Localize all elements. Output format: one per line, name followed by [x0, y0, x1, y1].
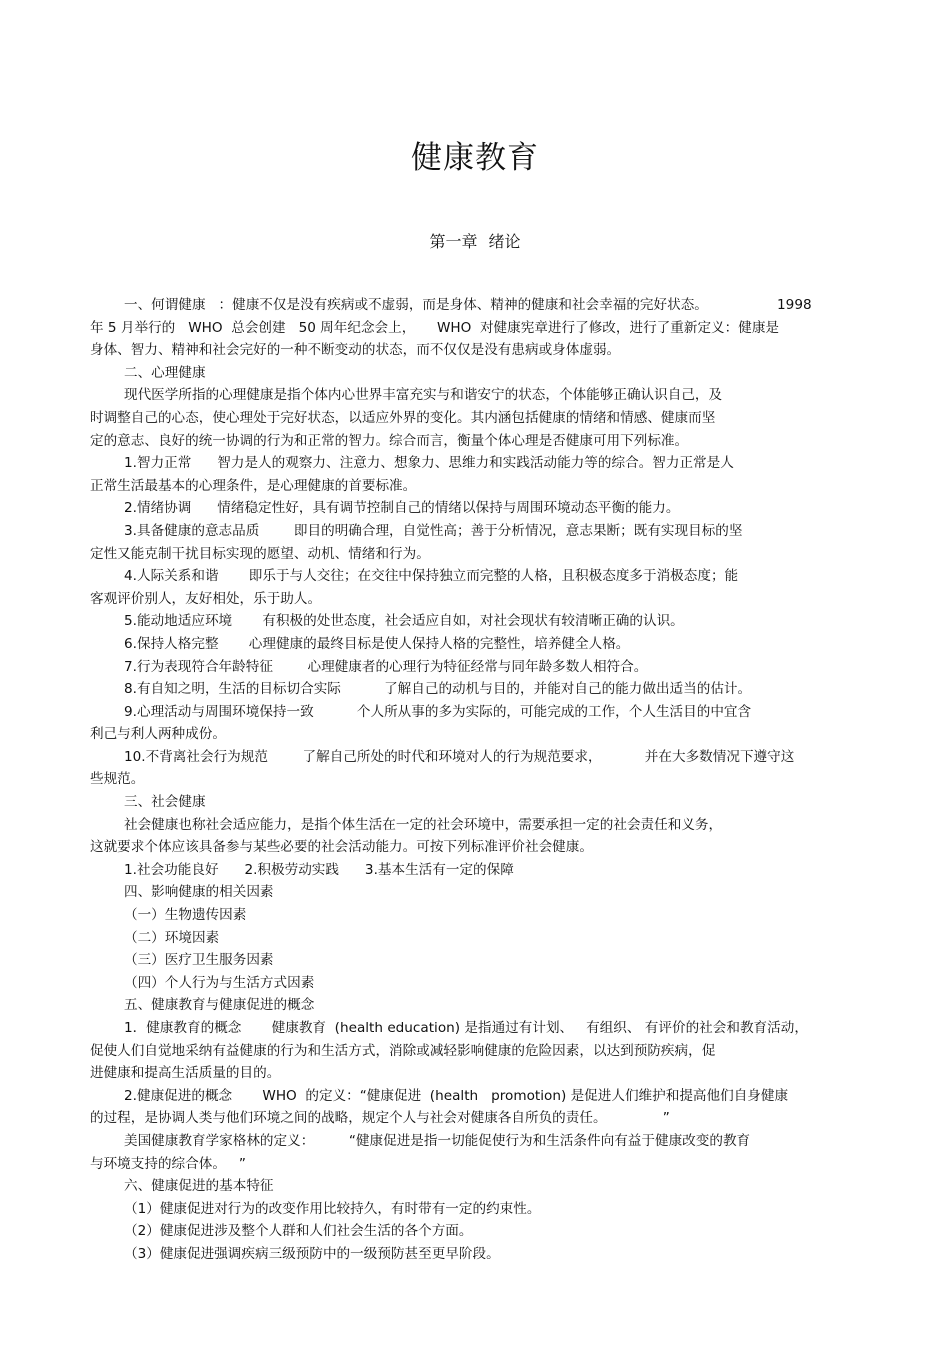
paragraph-line: 社会健康也称社会适应能力，是指个体生活在一定的社会环境中，需要承担一定的社会责任和义务， [124, 816, 723, 833]
list-item: 1．健康教育的概念 健康教育 (health education) 是指通过有计划、 有组织、 有评价的社会和教育活动， [124, 1020, 808, 1036]
paragraph-line: 促使人们自觉地采纳有益健康的行为和生活方式，消除或减轻影响健康的危险因素，以达到预防疾病，促 [90, 1042, 716, 1059]
list-item: （一）生物遗传因素 [124, 907, 247, 924]
section-heading: 六、健康促进的基本特征 [124, 1178, 274, 1195]
paragraph-line: 利己与利人两种成份。 [90, 726, 226, 743]
list-item: 2.健康促进的概念 WHO 的定义：“健康促进 (health promotion) 是促进人们维护和提高他们自身健康 [124, 1087, 789, 1104]
document-body [90, 294, 860, 1266]
paragraph-line: 进健康和提高生活质量的目的。 [90, 1065, 281, 1082]
paragraph-line: 的过程，是协调人类与他们环境之间的战略，规定个人与社会对健康各自所负的责任。 ” [90, 1110, 670, 1127]
list-item: 10.不背离社会行为规范 了解自己所处的时代和环境对人的行为规范要求， 并在大多数情况下遵守这 [124, 748, 795, 765]
document-title: 健康教育 [411, 140, 539, 176]
paragraph-line: 些规范。 [90, 771, 145, 788]
list-item: （二）环境因素 [124, 929, 220, 946]
paragraph-line: 与环境支持的综合体。 ” [90, 1155, 246, 1172]
list-item: （2）健康促进涉及整个人群和人们社会生活的各个方面。 [124, 1223, 473, 1240]
list-item: 6.保持人格完整 心理健康的最终目标是使人保持人格的完整性，培养健全人格。 [124, 635, 630, 652]
list-item: 9.心理活动与周围环境保持一致 个人所从事的多为实际的，可能完成的工作，个人生活目的中宜含 [124, 703, 752, 720]
paragraph-line: 美国健康教育学家格林的定义： “健康促进是指一切能促使行为和生活条件向有益于健康改变的教育 [124, 1132, 751, 1149]
list-item: 1.社会功能良好 2.积极劳动实践 3.基本生活有一定的保障 [124, 861, 514, 878]
list-item: 7.行为表现符合年龄特征 心理健康者的心理行为特征经常与同年龄多数人相符合。 [124, 658, 648, 675]
list-item: （1）健康促进对行为的改变作用比较持久，有时带有一定的约束性。 [124, 1200, 541, 1217]
list-item: （3）健康促进强调疾病三级预防中的一级预防甚至更早阶段。 [124, 1245, 500, 1262]
section-heading: 四、影响健康的相关因素 [124, 884, 274, 901]
paragraph-line: 客观评价别人，友好相处，乐于助人。 [90, 590, 322, 607]
list-item: 5.能动地适应环境 有积极的处世态度，社会适应自如，对社会现状有较清晰正确的认识。 [124, 613, 684, 630]
list-item: （三）医疗卫生服务因素 [124, 952, 274, 969]
paragraph-line: 正常生活最基本的心理条件，是心理健康的首要标准。 [90, 477, 417, 494]
section-heading: 五、健康教育与健康促进的概念 [124, 997, 315, 1014]
list-item: 4.人际关系和谐 即乐于与人交往；在交往中保持独立而完整的人格，且积极态度多于消极态度；能 [124, 568, 739, 585]
list-item: 1.智力正常 智力是人的观察力、注意力、想象力、思维力和实践活动能力等的综合。智力正常是人 [124, 455, 734, 472]
chapter-heading: 第一章 绪论 [429, 232, 521, 251]
section-heading: 三、社会健康 [124, 794, 206, 811]
paragraph-line: 年 5 月举行的 WHO 总会创建 50 周年纪念会上， WHO 对健康宪章进行了修改，进行了重新定义：健康是 [90, 319, 780, 336]
list-item: 8.有自知之明，生活的目标切合实际 了解自己的动机与目的，并能对自己的能力做出适当的估计。 [124, 681, 752, 698]
paragraph-line: 时调整自己的心态，使心理处于完好状态，以适应外界的变化。其内涵包括健康的情绪和情感、健康而坚 [90, 409, 716, 426]
section-heading: 二、心理健康 [124, 364, 206, 381]
paragraph-line: 定的意志、良好的统一协调的行为和正常的智力。综合而言，衡量个体心理是否健康可用下列标准。 [90, 432, 689, 449]
paragraph-line: 身体、智力、精神和社会完好的一种不断变动的状态，而不仅仅是没有患病或身体虚弱。 [90, 342, 621, 359]
paragraph-line: 现代医学所指的心理健康是指个体内心世界丰富充实与和谐安宁的状态，个体能够正确认识自己，及 [124, 387, 723, 404]
paragraph-line: 这就要求个体应该具备参与某些必要的社会活动能力。可按下列标准评价社会健康。 [90, 839, 593, 856]
list-item: 2.情绪协调 情绪稳定性好，具有调节控制自己的情绪以保持与周围环境动态平衡的能力。 [124, 500, 680, 517]
paragraph-line: 一、何谓健康 ：健康不仅是没有疾病或不虚弱，而是身体、精神的健康和社会幸福的完好状态。 1998 [124, 297, 812, 313]
list-item: （四）个人行为与生活方式因素 [124, 974, 315, 991]
paragraph-line: 定性又能克制干扰目标实现的愿望、动机、情绪和行为。 [90, 545, 430, 562]
list-item: 3.具备健康的意志品质 即目的明确合理，自觉性高；善于分析情况，意志果断；既有实现目标的坚 [124, 522, 743, 539]
